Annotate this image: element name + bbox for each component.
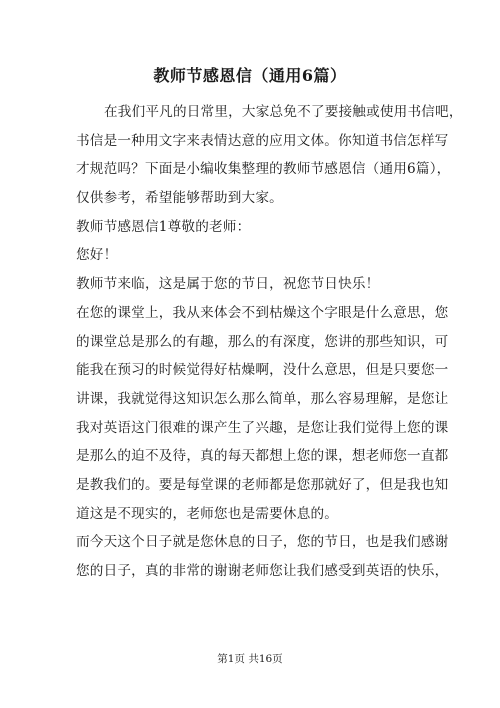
paragraph-line: 我对英语这门很难的课产生了兴趣，是您让我们觉得上您的课 bbox=[76, 419, 449, 436]
paragraph-line: 教师节感恩信1尊敬的老师： bbox=[76, 218, 251, 235]
paragraph-line: 您好！ bbox=[76, 247, 118, 264]
paragraph-line: 而今天这个日子就是您休息的日子，您的节日，也是我们感谢 bbox=[76, 534, 449, 551]
paragraph-line: 的课堂总是那么的有趣，那么的有深度，您讲的那些知识，可 bbox=[76, 333, 449, 350]
paragraph-line: 道这是不现实的，老师您也是需要休息的。 bbox=[76, 505, 339, 522]
paragraph-line: 在我们平凡的日常里，大家总免不了要接触或使用书信吧， bbox=[104, 104, 463, 120]
paragraph-line: 教师节来临，这是属于您的节日，祝您节日快乐！ bbox=[76, 276, 380, 293]
document-title: 教师节感恩信（通用6篇） bbox=[153, 66, 347, 85]
document-body bbox=[76, 98, 463, 586]
paragraph-line: 在您的课堂上，我从来体会不到枯燥这个字眼是什么意思，您 bbox=[76, 304, 449, 321]
paragraph-line: 是那么的迫不及待，真的每天都想上您的课，想老师您一直都 bbox=[76, 448, 449, 465]
paragraph-line: 您的日子，真的非常的谢谢老师您让我们感受到英语的快乐， bbox=[76, 563, 449, 579]
paragraph-line: 是教我们的。要是每堂课的老师都是您那就好了，但是我也知 bbox=[76, 476, 449, 493]
page-footer: 第1页 共16页 bbox=[217, 653, 283, 665]
paragraph-line: 才规范吗？下面是小编收集整理的教师节感恩信（通用6篇）， bbox=[76, 161, 451, 178]
paragraph-line: 讲课，我就觉得这知识怎么那么简单，那么容易理解，是您让 bbox=[76, 390, 449, 407]
paragraph-line: 仅供参考，希望能够帮助到大家。 bbox=[76, 190, 283, 207]
paragraph-line: 能我在预习的时候觉得好枯燥啊，没什么意思，但是只要您一 bbox=[76, 362, 449, 379]
paragraph-line: 书信是一种用文字来表情达意的应用文体。你知道书信怎样写 bbox=[76, 132, 449, 149]
